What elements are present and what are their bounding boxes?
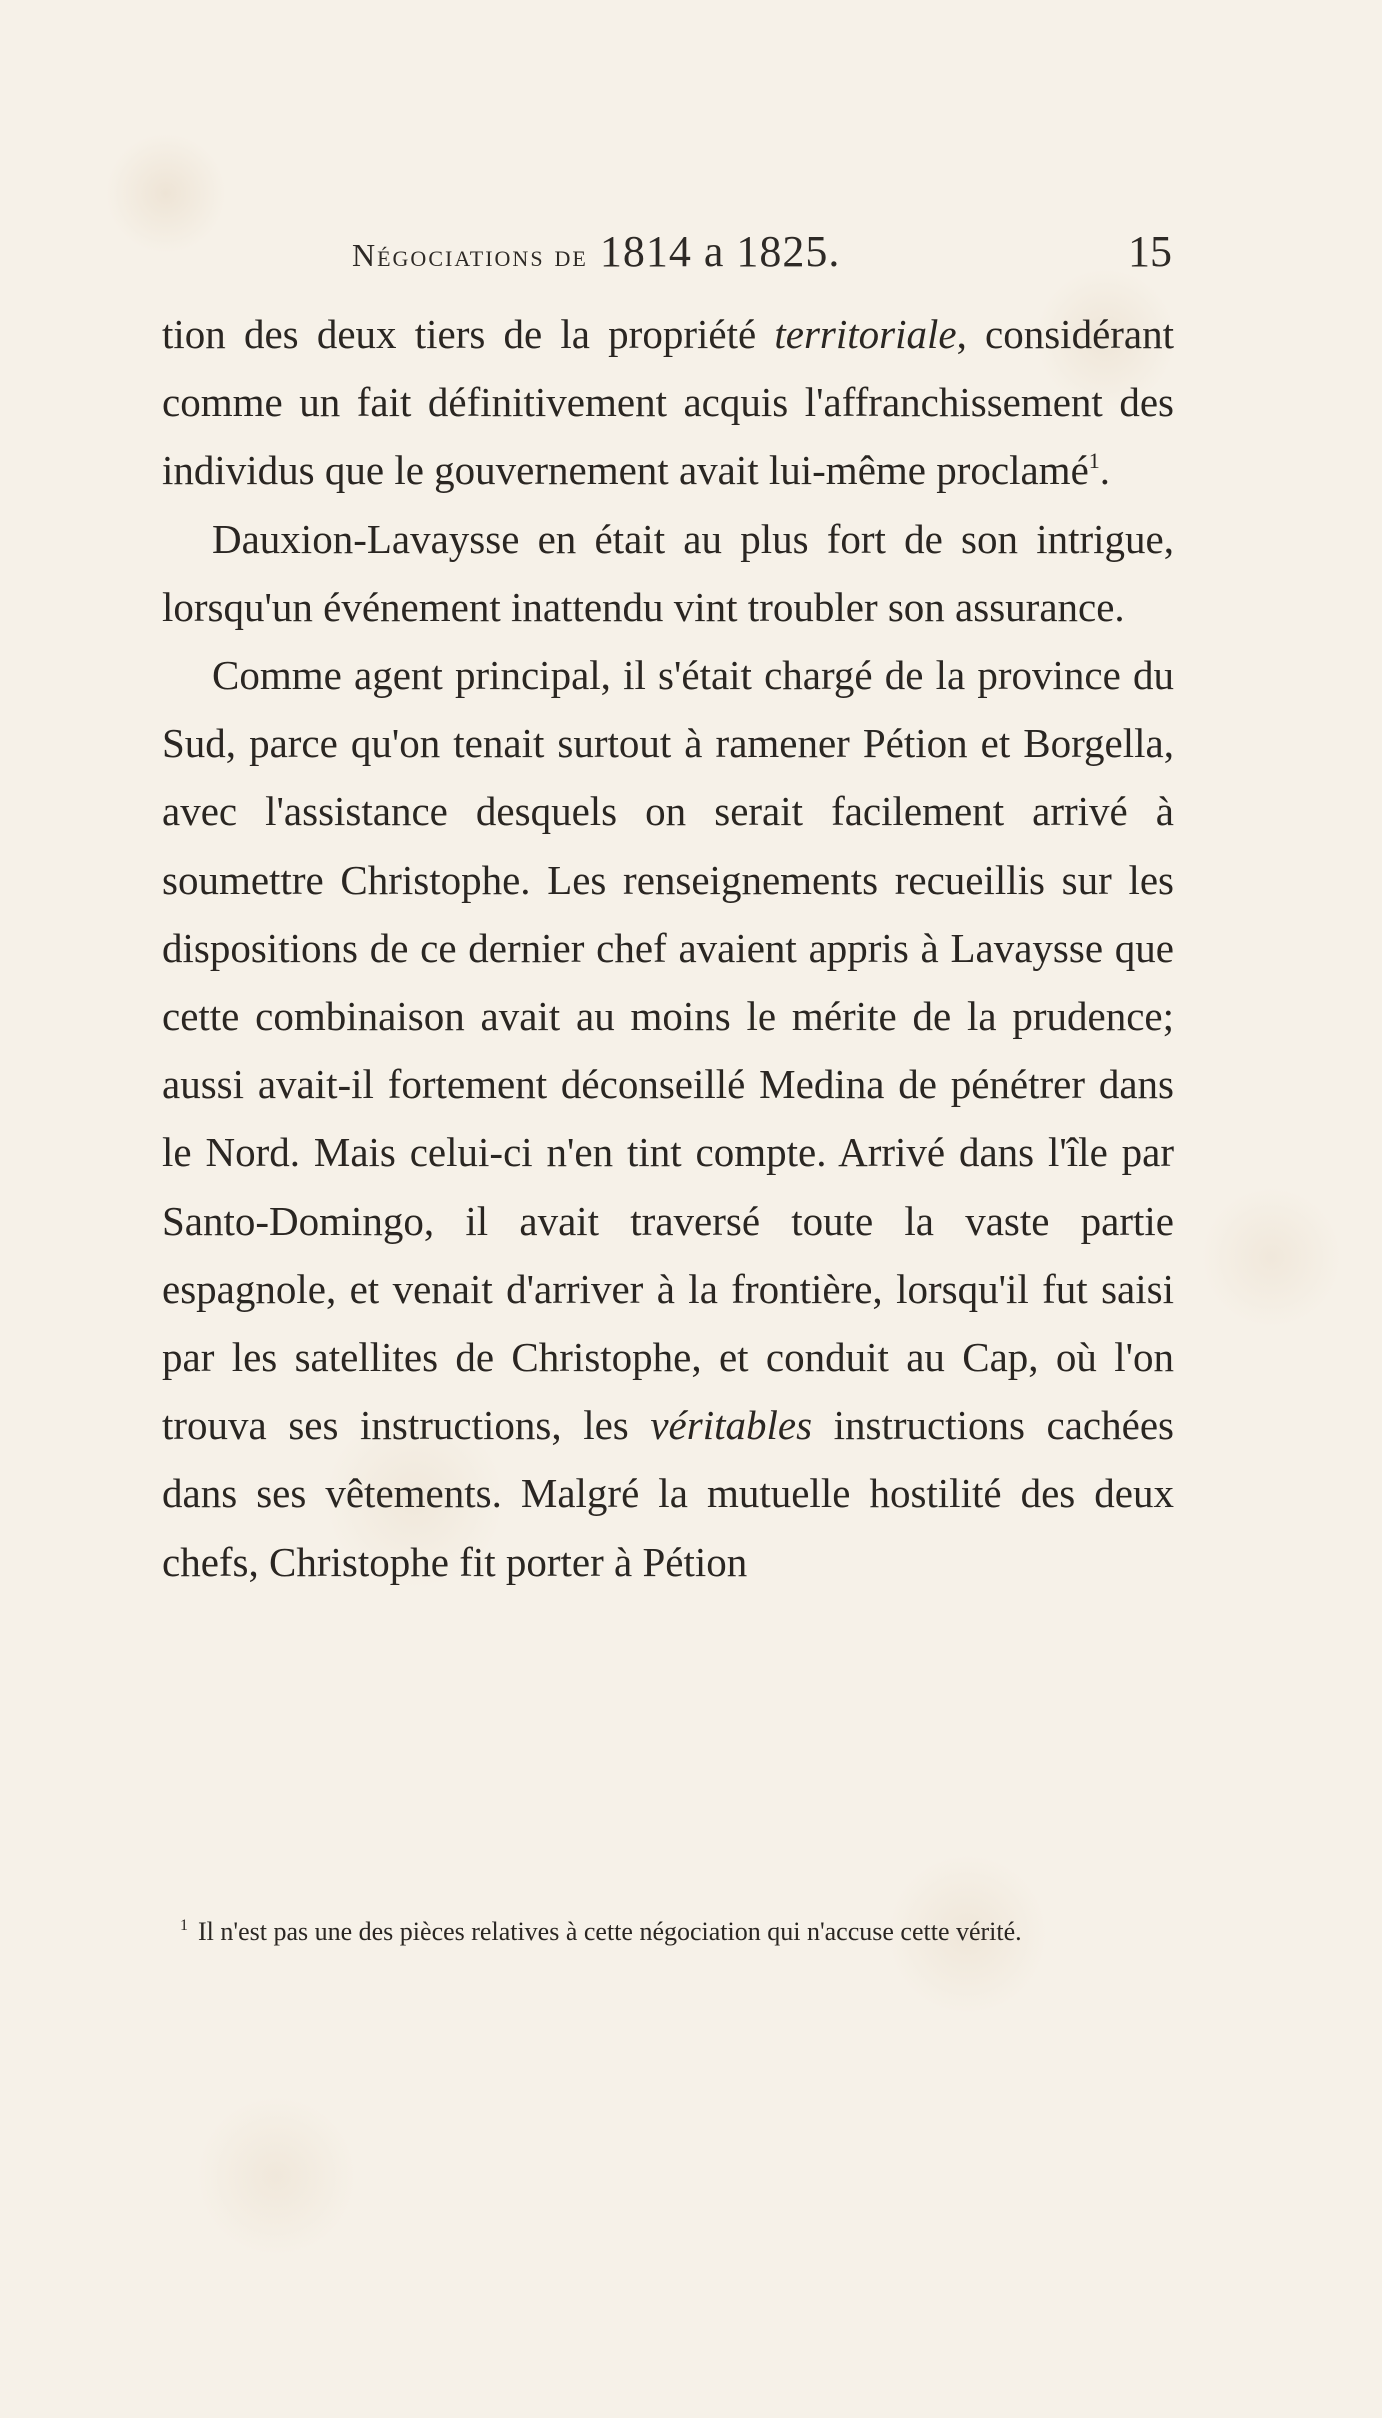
text-run: , considérant comme un fait définitivement acquis l'affranchissement des individus que le gouvernement avait lui-même proclamé <box>162 311 1175 494</box>
text-run: tion des deux tiers de la propriété <box>162 311 775 357</box>
paragraph <box>162 641 1174 1596</box>
footnote <box>162 1913 1174 1951</box>
text-run: Dauxion-Lavaysse en était au plus fort de son intrigue, lorsqu'un événement inattendu vint troubler son assurance. <box>162 515 1174 630</box>
footnote-paragraph <box>162 1913 1174 1951</box>
paragraph <box>162 505 1174 641</box>
footnote-reference: 1 <box>1088 448 1100 474</box>
footnote-text: Il n'est pas une des pièces relatives à cette négociation qui n'accuse cette vérité. <box>198 1917 1022 1946</box>
page-number: 15 <box>1128 227 1172 276</box>
running-header <box>162 222 1172 282</box>
text-run: . <box>1099 447 1111 494</box>
footnote-mark: 1 <box>180 1917 188 1934</box>
paragraph <box>162 300 1174 505</box>
italic-text: véritables <box>650 1402 813 1449</box>
running-title-dates: 1814 a 1825. <box>599 227 841 276</box>
body-text <box>162 300 1174 1596</box>
running-title-text: Négociations de <box>352 237 588 273</box>
running-title <box>352 222 840 285</box>
text-run: Comme agent principal, il s'était chargé de la province du Sud, parce qu'on tenait surtout à ramener Pétion et Borgella, avec l'assistance desquels on serait facilement arrivé à soumettre Christophe. Les renseignements recueillis sur les dispositions de ce dernier chef avaient appris à Lavaysse que cette combinaison avait au moins le mérite de la prudence; aussi avait-il fortement déconseillé Medina de pénétrer dans le Nord. Mais celui-ci n'en tint compte. Arrivé dans l'île par Santo-Domingo, il avait traversé toute la vaste partie espagnole, et venait d'arriver à la frontière, lorsqu'il fut saisi par les satellites de Christophe, et conduit au Cap, où l'on trouva ses instructions, les <box>162 652 1174 1449</box>
text-run: instructions cachées dans ses vêtements. Malgré la mutuelle hostilité des deux chefs, Christophe fit porter à Pétion <box>162 1402 1174 1585</box>
italic-text: territoriale <box>774 311 957 357</box>
